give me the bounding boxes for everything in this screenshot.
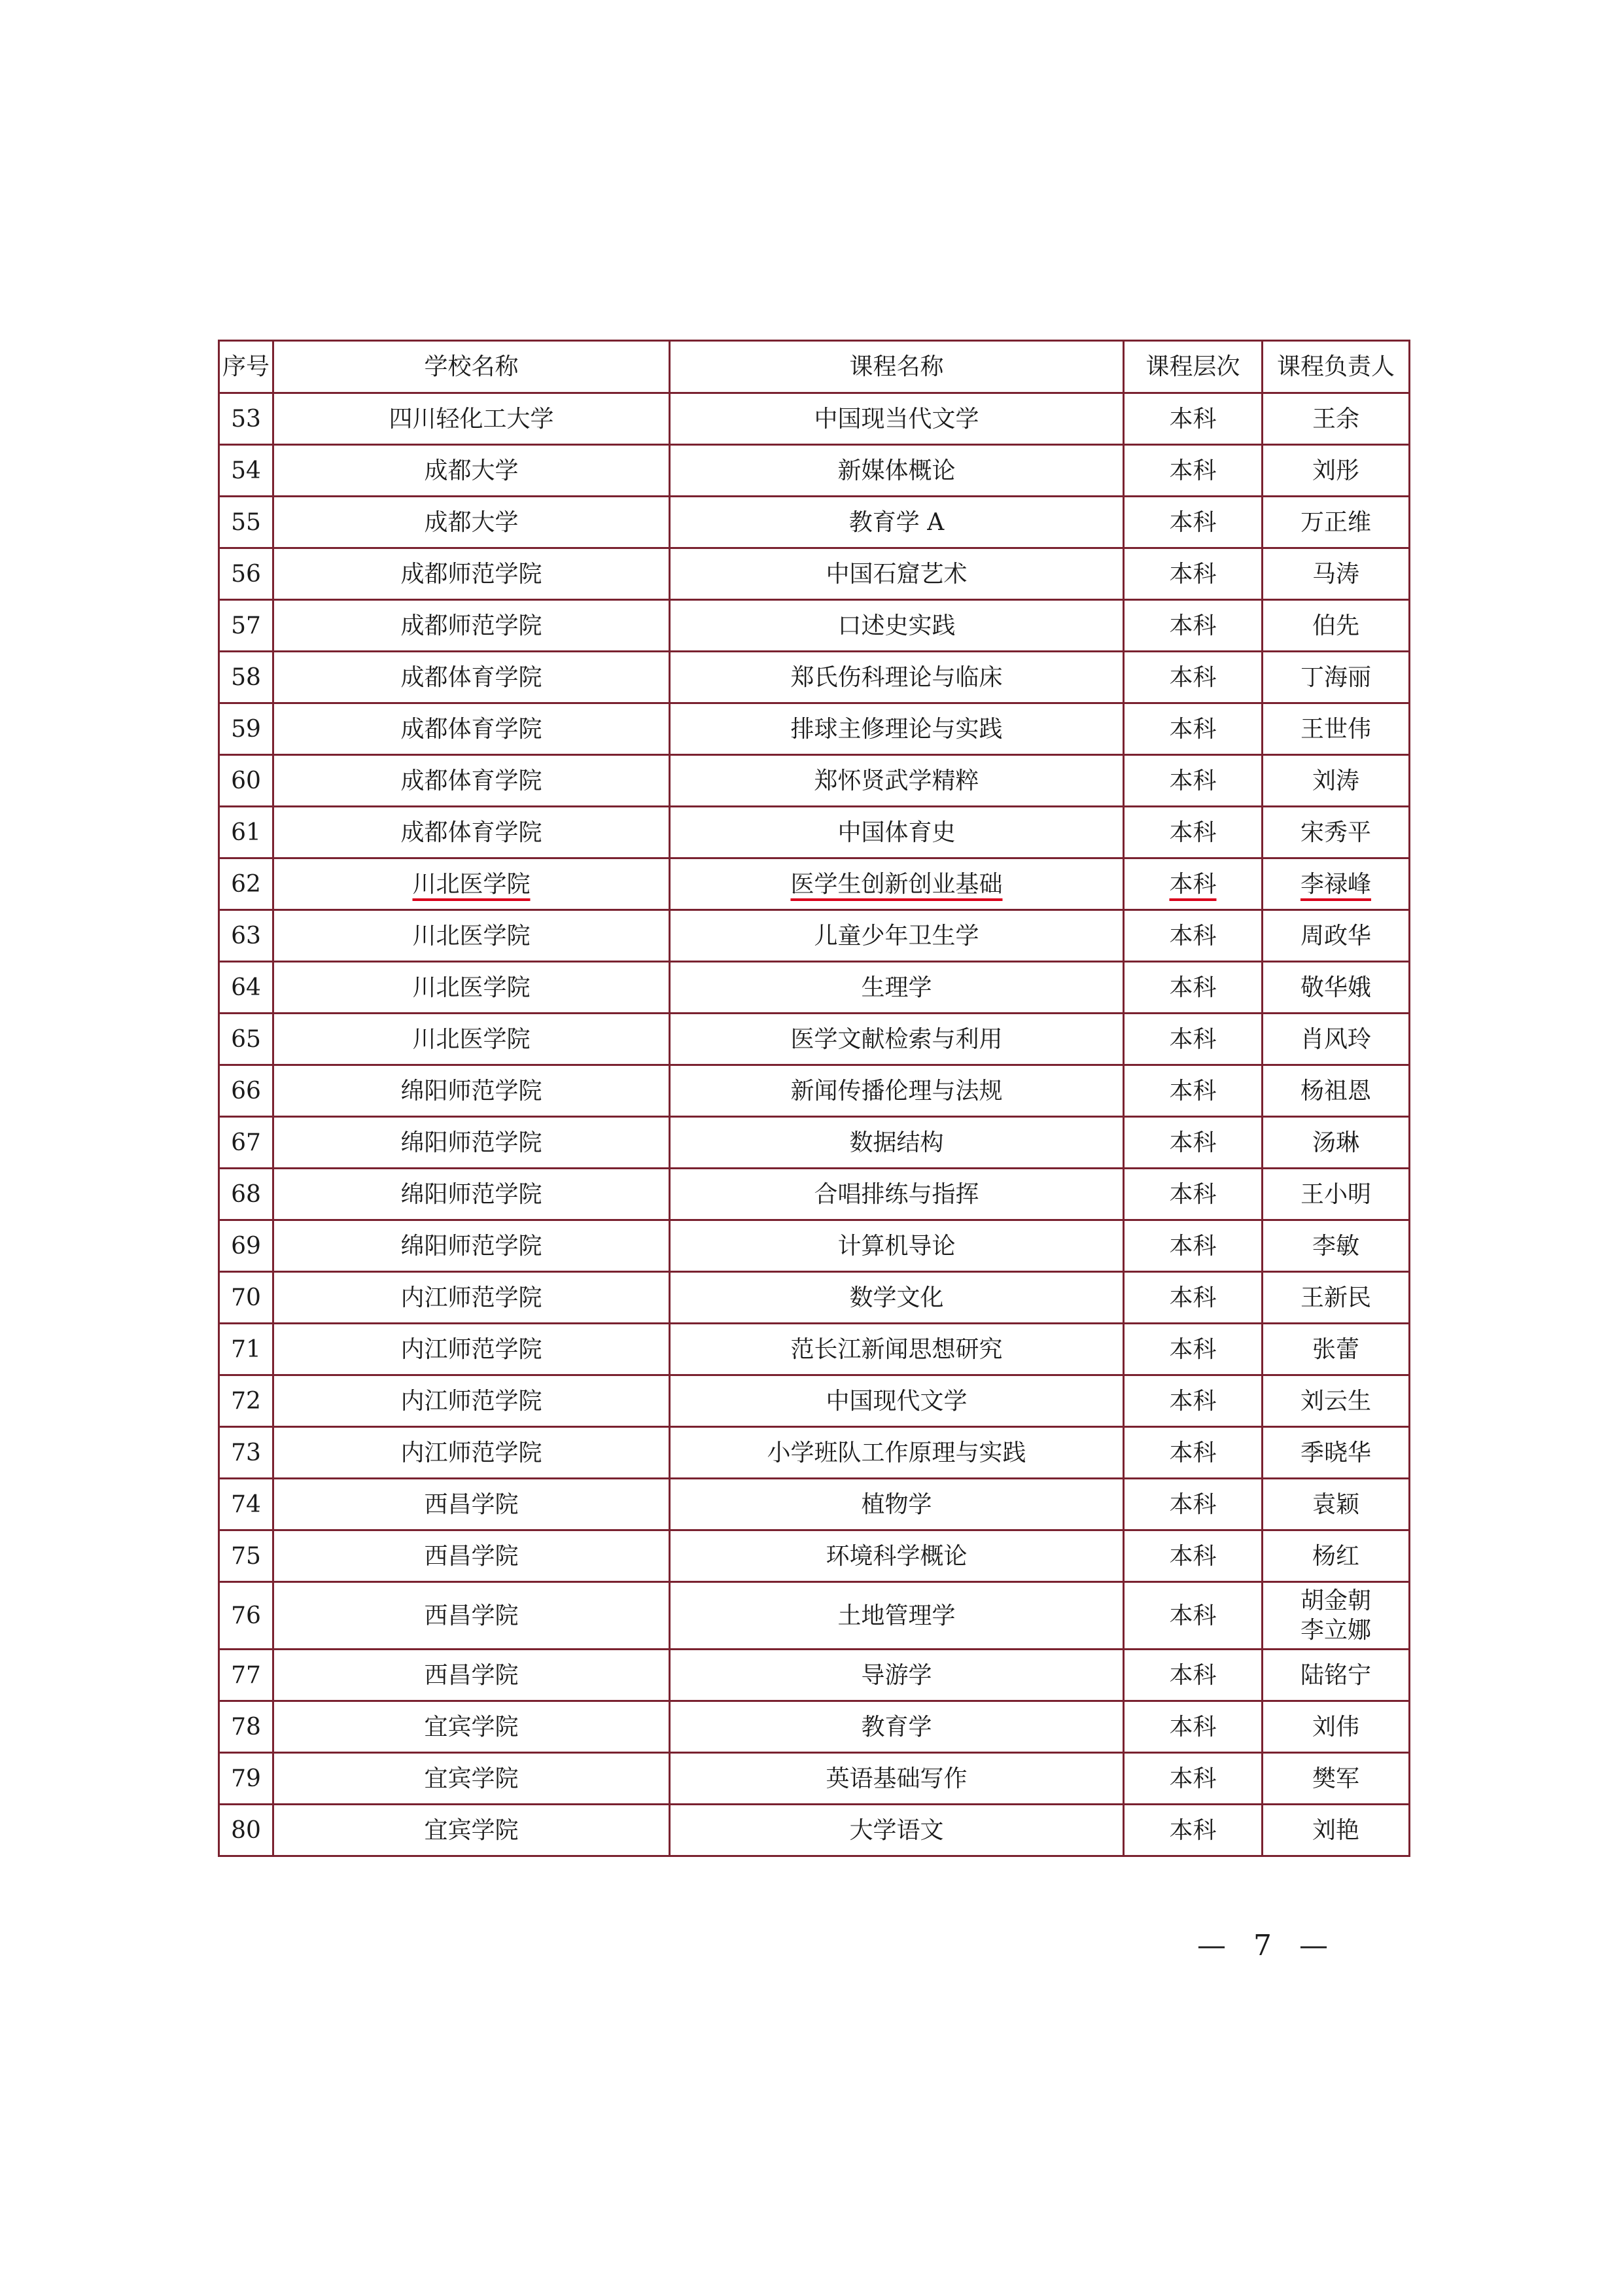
table-row bbox=[219, 1701, 1410, 1753]
cell-owner: 陆铭宁 bbox=[1263, 1650, 1410, 1701]
cell-course: 数学文化 bbox=[670, 1272, 1124, 1324]
cell-level: 本科 bbox=[1124, 1324, 1263, 1375]
cell-course: 导游学 bbox=[670, 1650, 1124, 1701]
cell-level: 本科 bbox=[1124, 755, 1263, 807]
table-row bbox=[219, 1479, 1410, 1530]
cell-index: 62 bbox=[219, 858, 273, 910]
table-row bbox=[219, 1117, 1410, 1169]
cell-school: 内江师范学院 bbox=[273, 1272, 670, 1324]
cell-owner: 樊军 bbox=[1263, 1753, 1410, 1805]
table-row bbox=[219, 1272, 1410, 1324]
cell-school: 川北医学院 bbox=[273, 1014, 670, 1065]
cell-course: 大学语文 bbox=[670, 1805, 1124, 1856]
cell-level: 本科 bbox=[1124, 1169, 1263, 1220]
course-table bbox=[218, 340, 1410, 1857]
cell-owner: 刘伟 bbox=[1263, 1701, 1410, 1753]
cell-index: 65 bbox=[219, 1014, 273, 1065]
cell-index: 70 bbox=[219, 1272, 273, 1324]
table-row bbox=[219, 1427, 1410, 1479]
cell-level: 本科 bbox=[1124, 910, 1263, 962]
cell-index: 61 bbox=[219, 807, 273, 858]
cell-index: 64 bbox=[219, 962, 273, 1014]
table-row bbox=[219, 1650, 1410, 1701]
cell-owner: 敬华娥 bbox=[1263, 962, 1410, 1014]
cell-school: 成都体育学院 bbox=[273, 807, 670, 858]
table-row bbox=[219, 910, 1410, 962]
cell-course: 中国现代文学 bbox=[670, 1375, 1124, 1427]
cell-owner: 马涛 bbox=[1263, 548, 1410, 600]
underlined-level: 本科 bbox=[1169, 870, 1217, 898]
cell-index: 60 bbox=[219, 755, 273, 807]
table-row-highlighted bbox=[219, 858, 1410, 910]
table-row bbox=[219, 1753, 1410, 1805]
table-row bbox=[219, 548, 1410, 600]
cell-level: 本科 bbox=[1124, 1375, 1263, 1427]
cell-owner: 宋秀平 bbox=[1263, 807, 1410, 858]
cell-school: 西昌学院 bbox=[273, 1650, 670, 1701]
header-index: 序号 bbox=[219, 341, 273, 393]
cell-level: 本科 bbox=[1124, 1272, 1263, 1324]
cell-owner: 刘艳 bbox=[1263, 1805, 1410, 1856]
cell-owner: 王世伟 bbox=[1263, 703, 1410, 755]
table-header-row bbox=[219, 341, 1410, 393]
cell-owner: 王小明 bbox=[1263, 1169, 1410, 1220]
cell-course: 医学文献检索与利用 bbox=[670, 1014, 1124, 1065]
cell-course: 排球主修理论与实践 bbox=[670, 703, 1124, 755]
cell-school: 成都大学 bbox=[273, 497, 670, 548]
cell-course: 教育学 bbox=[670, 1701, 1124, 1753]
cell-school: 西昌学院 bbox=[273, 1530, 670, 1582]
cell-school: 成都体育学院 bbox=[273, 652, 670, 703]
cell-level: 本科 bbox=[1124, 703, 1263, 755]
cell-level: 本科 bbox=[1124, 445, 1263, 497]
cell-course: 儿童少年卫生学 bbox=[670, 910, 1124, 962]
cell-level: 本科 bbox=[1124, 548, 1263, 600]
cell-index: 77 bbox=[219, 1650, 273, 1701]
cell-owner: 袁颖 bbox=[1263, 1479, 1410, 1530]
cell-owner: 刘云生 bbox=[1263, 1375, 1410, 1427]
table-row bbox=[219, 1530, 1410, 1582]
owner-line-2: 李立娜 bbox=[1300, 1617, 1371, 1644]
cell-index: 73 bbox=[219, 1427, 273, 1479]
cell-course: 环境科学概论 bbox=[670, 1530, 1124, 1582]
cell-course: 小学班队工作原理与实践 bbox=[670, 1427, 1124, 1479]
cell-course: 中国体育史 bbox=[670, 807, 1124, 858]
cell-index: 56 bbox=[219, 548, 273, 600]
cell-course: 数据结构 bbox=[670, 1117, 1124, 1169]
cell-owner: 刘彤 bbox=[1263, 445, 1410, 497]
cell-course: 范长江新闻思想研究 bbox=[670, 1324, 1124, 1375]
cell-course: 口述史实践 bbox=[670, 600, 1124, 652]
owner-line-1: 胡金朝 bbox=[1300, 1587, 1371, 1614]
cell-index: 54 bbox=[219, 445, 273, 497]
cell-index: 69 bbox=[219, 1220, 273, 1272]
table-row bbox=[219, 393, 1410, 445]
cell-owner bbox=[1263, 858, 1410, 910]
cell-course bbox=[670, 858, 1124, 910]
cell-owner: 汤琳 bbox=[1263, 1117, 1410, 1169]
cell-school: 绵阳师范学院 bbox=[273, 1169, 670, 1220]
cell-index: 53 bbox=[219, 393, 273, 445]
cell-course: 植物学 bbox=[670, 1479, 1124, 1530]
cell-school: 成都师范学院 bbox=[273, 600, 670, 652]
cell-school: 成都体育学院 bbox=[273, 703, 670, 755]
cell-index: 59 bbox=[219, 703, 273, 755]
cell-index: 55 bbox=[219, 497, 273, 548]
cell-course: 郑氏伤科理论与临床 bbox=[670, 652, 1124, 703]
cell-index: 66 bbox=[219, 1065, 273, 1117]
cell-index: 67 bbox=[219, 1117, 273, 1169]
cell-level: 本科 bbox=[1124, 600, 1263, 652]
table-row bbox=[219, 962, 1410, 1014]
cell-course: 生理学 bbox=[670, 962, 1124, 1014]
cell-index: 79 bbox=[219, 1753, 273, 1805]
cell-owner: 刘涛 bbox=[1263, 755, 1410, 807]
cell-index: 71 bbox=[219, 1324, 273, 1375]
cell-level: 本科 bbox=[1124, 497, 1263, 548]
table-row bbox=[219, 703, 1410, 755]
header-school: 学校名称 bbox=[273, 341, 670, 393]
table-row bbox=[219, 755, 1410, 807]
cell-school: 内江师范学院 bbox=[273, 1375, 670, 1427]
cell-owner: 王余 bbox=[1263, 393, 1410, 445]
cell-level: 本科 bbox=[1124, 1479, 1263, 1530]
cell-index: 63 bbox=[219, 910, 273, 962]
table-row bbox=[219, 445, 1410, 497]
cell-school: 绵阳师范学院 bbox=[273, 1065, 670, 1117]
cell-level: 本科 bbox=[1124, 1650, 1263, 1701]
cell-school: 宜宾学院 bbox=[273, 1753, 670, 1805]
cell-owner: 李敏 bbox=[1263, 1220, 1410, 1272]
cell-owner: 张蕾 bbox=[1263, 1324, 1410, 1375]
cell-school: 成都大学 bbox=[273, 445, 670, 497]
cell-course: 新闻传播伦理与法规 bbox=[670, 1065, 1124, 1117]
cell-owner: 肖风玲 bbox=[1263, 1014, 1410, 1065]
cell-index: 68 bbox=[219, 1169, 273, 1220]
cell-owner: 季晓华 bbox=[1263, 1427, 1410, 1479]
cell-level: 本科 bbox=[1124, 807, 1263, 858]
cell-level: 本科 bbox=[1124, 1753, 1263, 1805]
underlined-course: 医学生创新创业基础 bbox=[790, 870, 1003, 898]
table-row bbox=[219, 1220, 1410, 1272]
cell-owner: 伯先 bbox=[1263, 600, 1410, 652]
table-row bbox=[219, 652, 1410, 703]
table-row bbox=[219, 1805, 1410, 1856]
table-row bbox=[219, 1169, 1410, 1220]
underlined-owner: 李禄峰 bbox=[1300, 870, 1371, 898]
cell-owner: 丁海丽 bbox=[1263, 652, 1410, 703]
cell-course: 中国石窟艺术 bbox=[670, 548, 1124, 600]
cell-course: 英语基础写作 bbox=[670, 1753, 1124, 1805]
table-row bbox=[219, 1065, 1410, 1117]
underlined-school: 川北医学院 bbox=[412, 870, 531, 898]
cell-course: 教育学 A bbox=[670, 497, 1124, 548]
cell-owner bbox=[1263, 1582, 1410, 1650]
cell-level: 本科 bbox=[1124, 1805, 1263, 1856]
cell-school: 绵阳师范学院 bbox=[273, 1220, 670, 1272]
cell-owner: 万正维 bbox=[1263, 497, 1410, 548]
cell-school: 川北医学院 bbox=[273, 962, 670, 1014]
cell-school: 成都体育学院 bbox=[273, 755, 670, 807]
cell-course: 郑怀贤武学精粹 bbox=[670, 755, 1124, 807]
cell-course: 计算机导论 bbox=[670, 1220, 1124, 1272]
cell-index: 72 bbox=[219, 1375, 273, 1427]
cell-level: 本科 bbox=[1124, 1220, 1263, 1272]
cell-level: 本科 bbox=[1124, 1530, 1263, 1582]
cell-owner: 杨祖恩 bbox=[1263, 1065, 1410, 1117]
table-row bbox=[219, 1324, 1410, 1375]
cell-level: 本科 bbox=[1124, 962, 1263, 1014]
cell-school: 西昌学院 bbox=[273, 1582, 670, 1650]
cell-level: 本科 bbox=[1124, 652, 1263, 703]
cell-school: 川北医学院 bbox=[273, 910, 670, 962]
cell-school: 宜宾学院 bbox=[273, 1805, 670, 1856]
cell-index: 75 bbox=[219, 1530, 273, 1582]
cell-school: 宜宾学院 bbox=[273, 1701, 670, 1753]
cell-level bbox=[1124, 858, 1263, 910]
table-row bbox=[219, 1375, 1410, 1427]
cell-level: 本科 bbox=[1124, 1014, 1263, 1065]
cell-index: 58 bbox=[219, 652, 273, 703]
cell-level: 本科 bbox=[1124, 393, 1263, 445]
cell-owner: 周政华 bbox=[1263, 910, 1410, 962]
cell-school: 内江师范学院 bbox=[273, 1427, 670, 1479]
cell-school bbox=[273, 858, 670, 910]
cell-level: 本科 bbox=[1124, 1117, 1263, 1169]
cell-index: 80 bbox=[219, 1805, 273, 1856]
cell-school: 内江师范学院 bbox=[273, 1324, 670, 1375]
cell-school: 成都师范学院 bbox=[273, 548, 670, 600]
cell-index: 78 bbox=[219, 1701, 273, 1753]
cell-index: 74 bbox=[219, 1479, 273, 1530]
cell-level: 本科 bbox=[1124, 1065, 1263, 1117]
cell-index: 57 bbox=[219, 600, 273, 652]
page-number: — 7 — bbox=[1197, 1929, 1337, 1962]
table-row bbox=[219, 497, 1410, 548]
cell-school: 西昌学院 bbox=[273, 1479, 670, 1530]
table-row bbox=[219, 1014, 1410, 1065]
cell-level: 本科 bbox=[1124, 1582, 1263, 1650]
cell-level: 本科 bbox=[1124, 1701, 1263, 1753]
cell-owner: 王新民 bbox=[1263, 1272, 1410, 1324]
header-course: 课程名称 bbox=[670, 341, 1124, 393]
cell-index: 76 bbox=[219, 1582, 273, 1650]
cell-level: 本科 bbox=[1124, 1427, 1263, 1479]
cell-owner: 杨红 bbox=[1263, 1530, 1410, 1582]
cell-course: 新媒体概论 bbox=[670, 445, 1124, 497]
cell-course: 合唱排练与指挥 bbox=[670, 1169, 1124, 1220]
table-row bbox=[219, 807, 1410, 858]
cell-course: 中国现当代文学 bbox=[670, 393, 1124, 445]
header-level: 课程层次 bbox=[1124, 341, 1263, 393]
cell-course: 土地管理学 bbox=[670, 1582, 1124, 1650]
header-owner: 课程负责人 bbox=[1263, 341, 1410, 393]
table-row bbox=[219, 1582, 1410, 1650]
cell-school: 绵阳师范学院 bbox=[273, 1117, 670, 1169]
table-row bbox=[219, 600, 1410, 652]
cell-school: 四川轻化工大学 bbox=[273, 393, 670, 445]
